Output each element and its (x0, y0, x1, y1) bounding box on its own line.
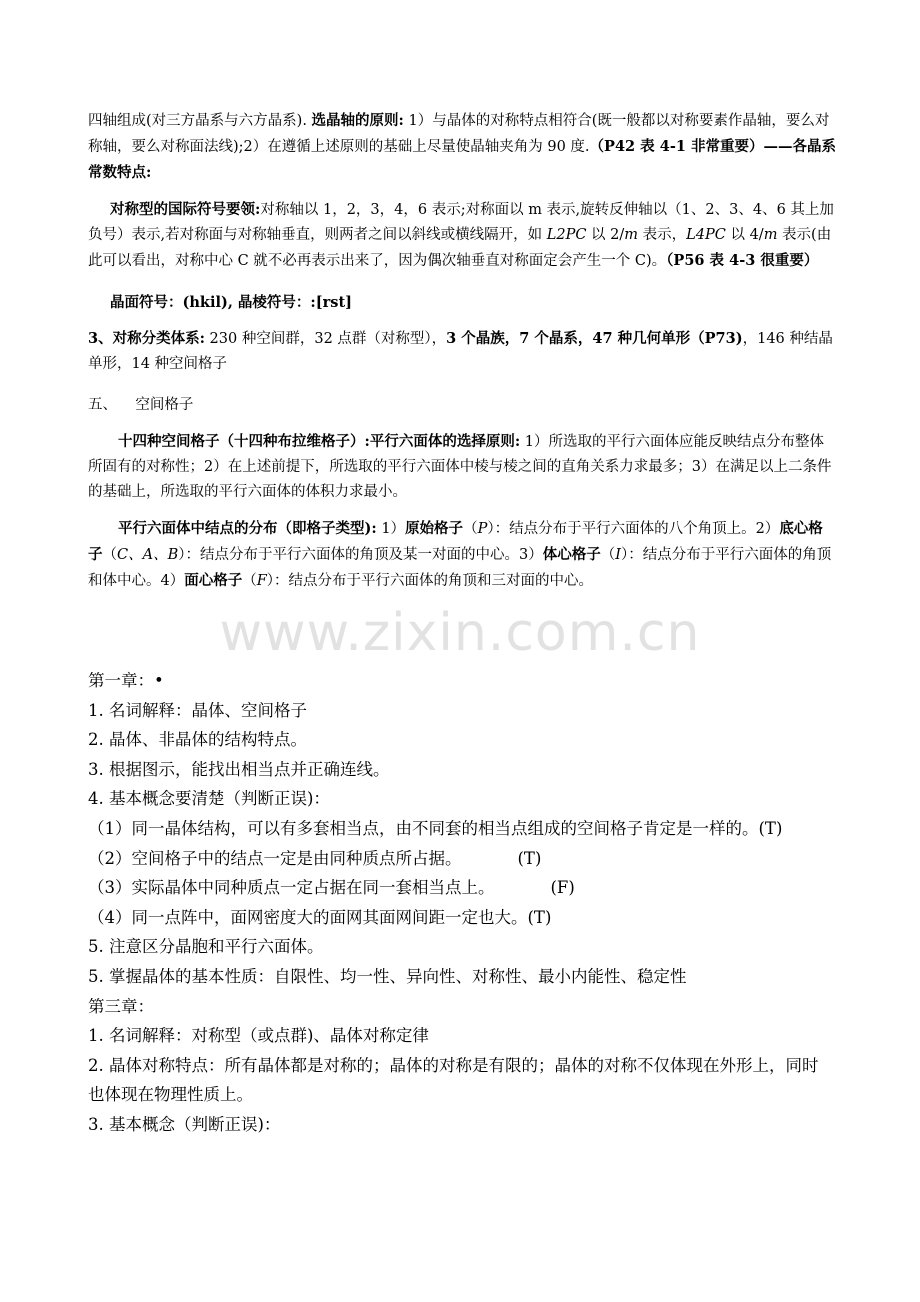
list-item: 5. 注意区分晶胞和平行六面体。 (88, 937, 324, 957)
bold-term: 体心格子 (542, 546, 601, 563)
list-item: 5. 掌握晶体的基本性质：自限性、均一性、异向性、对称性、最小内能性、稳定性 (88, 966, 687, 986)
paragraph-lattice-types: 平行六面体中结点的分布（即格子类型): 1）原始格子（P）：结点分布于平行六面体的八个角顶上。2）底心格子（C、A、B）：结点分布于平行六面体的角顶及某一对面的中心。3）体心格子（I）：结点分布于平行六面体的角顶和体中心。4）面心格子（F）：结点分布于平行六面体的角顶和三对面的中心。 (88, 520, 832, 589)
answer-mark: (F) (550, 878, 575, 898)
paragraph-bravais-lattice: 十四种空间格子（十四种布拉维格子）:平行六面体的选择原则: 1）所选取的平行六面体应能反映结点分布整体所固有的对称性；2）在上述前提下，所选取的平行六面体中棱与棱之间的直角关系力求最多；3）在满足以上二条件的基础上，所选取的平行六面体的体积力求最小。 (88, 433, 832, 500)
list-item: （2）空间格子中的结点一定是由同种质点所占据。 (T) (88, 848, 542, 868)
paragraph-international-symbols: 对称型的国际符号要领:对称轴以 1，2，3，4，6 表示;对称面以 m 表示,旋转反伸轴以（1、2、3、4、6 其上加负号）表示,若对称面与对称轴垂直，则两者之间以斜线或横线隔开，如 L2PC 以 2/m 表示，L4PC 以 4/m 表示(由此可以看出，对称中心 C 就不必再表示出来了，因为偶次轴垂直对称面定会产生一个 C)。（P56 表 4-3 很重要） (88, 201, 834, 269)
paragraph-crystal-axes: 四轴组成(对三方晶系与六方晶系). 选晶轴的原则: 1）与晶体的对称特点相符合(既一般都以对称要素作晶轴，要么对称轴，要么对称面法线);2）在遵循上述原则的基础上尽量使晶轴夹角为 90 度.（P42 表 4-1 非常重要）——各晶系常数特点: (88, 112, 836, 181)
bold-term: 平行六面体中结点的分布（即格子类型): (118, 520, 377, 537)
chapter-heading: 第一章：• (88, 671, 164, 690)
list-item: 4. 基本概念要清楚（判断正误)： (88, 789, 330, 809)
chapter-heading: 第三章： (88, 996, 154, 1016)
bold-term: （P42 表 4-1 非常重要）——各晶系常数特点: (88, 138, 836, 181)
list-item: （4）同一点阵中，面网密度大的面网其面网间距一定也大。(T) (88, 907, 552, 927)
section-heading-space-lattice: 五、 空间格子 (88, 397, 194, 413)
list-item: （3）实际晶体中同种质点一定占据在同一套相当点上。 (F) (88, 878, 575, 898)
paragraph-symmetry-classification: 3、对称分类体系: 230 种空间群，32 点群（对称型），3 个晶族，7 个晶系，47 种几何单形（P73)，146 种结晶单形，14 种空间格子 (88, 330, 833, 372)
review-list (88, 666, 834, 1140)
watermark: www.zixin.com.cn (219, 603, 701, 663)
list-item: 3. 根据图示，能找出相当点并正确连线。 (88, 759, 390, 779)
bold-term: 3 个晶族，7 个晶系，47 种几何单形（P73) (446, 330, 743, 347)
notes-section-top (88, 108, 836, 594)
list-item: 1. 名词解释：晶体、空间格子 (88, 700, 307, 720)
bold-term: （P56 表 4-3 很重要） (666, 252, 819, 269)
list-item: 3. 基本概念（判断正误)： (88, 1114, 281, 1134)
bold-term: 原始格子 (405, 520, 464, 537)
list-item: （1）同一晶体结构，可以有多套相当点，由不同套的相当点组成的空间格子肯定是一样的。(T) (88, 818, 783, 838)
list-item: 1. 名词解释：对称型（或点群)、晶体对称定律 (88, 1026, 429, 1046)
bold-term: 选晶轴的原则: (311, 112, 404, 129)
paragraph-face-edge-symbols: 晶面符号：(hkil), 晶棱符号：:[rst] (110, 294, 352, 311)
bold-term: 十四种空间格子（十四种布拉维格子）:平行六面体的选择原则: (118, 433, 521, 450)
answer-mark: (T) (517, 848, 542, 868)
bold-term: 底心格子 (88, 520, 823, 563)
list-item: 2. 晶体、非晶体的结构特点。 (88, 730, 307, 750)
bold-term: 对称型的国际符号要领: (110, 201, 261, 218)
bold-term: 3、对称分类体系: (88, 330, 205, 347)
bold-term: 面心格子 (184, 572, 243, 589)
list-item: 2. 晶体对称特点：所有晶体都是对称的；晶体的对称是有限的；晶体的对称不仅体现在外形上，同时也体现在物理性质上。 (88, 1055, 819, 1105)
